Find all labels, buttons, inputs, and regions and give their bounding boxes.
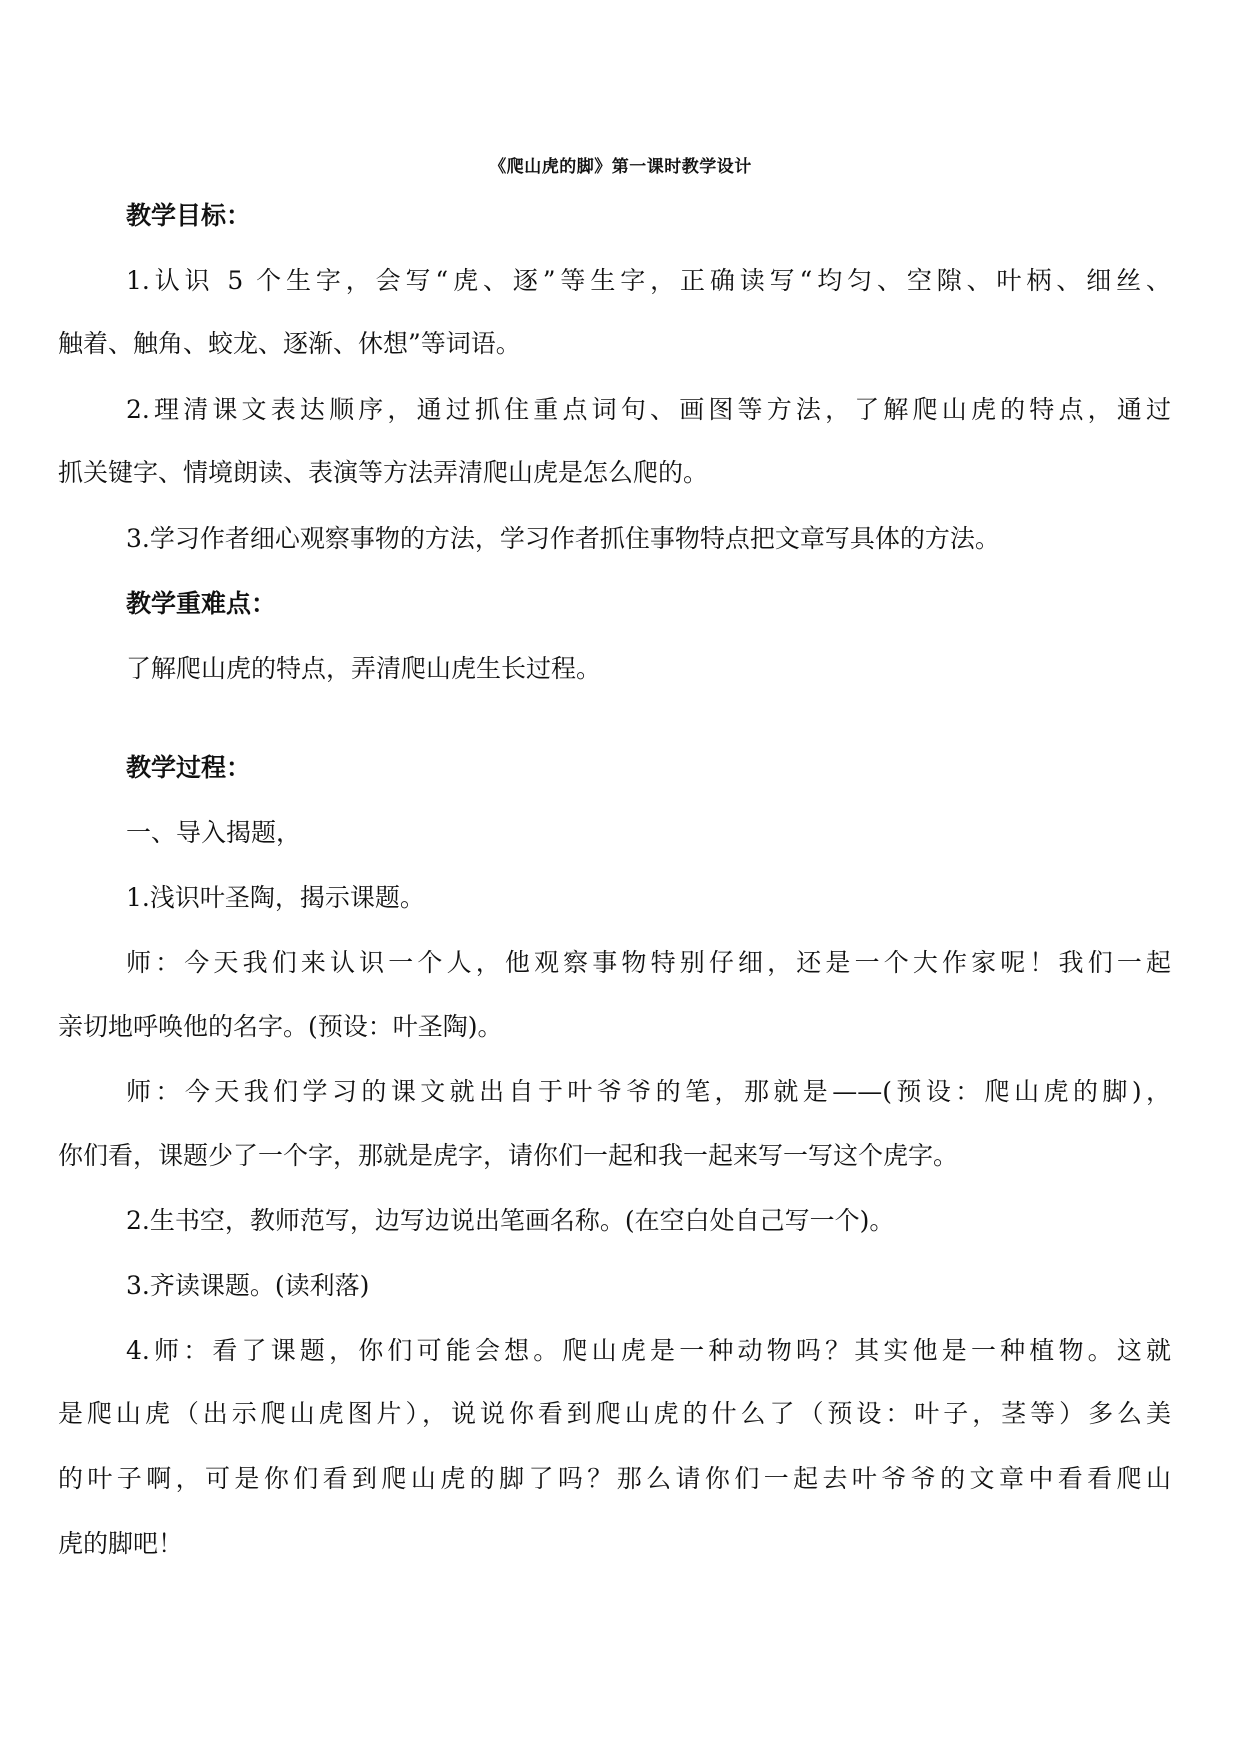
goal-2-line-2: 抓关键字、情境朗读、表演等方法弄清爬山虎是怎么爬的。: [58, 458, 709, 487]
teacher-1-line-1: 师：今天我们来认识一个人，他观察事物特别仔细，还是一个大作家呢！我们一起: [126, 948, 1171, 977]
teacher-2-line-1: 师：今天我们学习的课文就出自于叶爷爷的笔，那就是——(预设：爬山虎的脚)，: [126, 1077, 1171, 1106]
step-2: 2.生书空，教师范写，边写边说出笔画名称。(在空白处自己写一个)。: [126, 1206, 895, 1235]
step-1: 1.浅识叶圣陶，揭示课题。: [126, 883, 425, 912]
document-title: 《爬山虎的脚》第一课时教学设计: [489, 157, 752, 177]
step-4-line-4: 虎的脚吧！: [58, 1529, 184, 1558]
goals-heading: 教学目标：: [126, 201, 252, 230]
step-4-line-3: 的叶子啊，可是你们看到爬山虎的脚了吗？那么请你们一起去叶爷爷的文章中看看爬山: [58, 1464, 1171, 1493]
key-points-heading: 教学重难点：: [126, 589, 277, 618]
process-heading: 教学过程：: [126, 753, 252, 782]
goal-1-line-2: 触着、触角、蛟龙、逐渐、休想”等词语。: [58, 329, 521, 358]
goal-1-line-1: 1.认识 5 个生字，会写“虎、逐”等生字，正确读写“均匀、空隙、叶柄、细丝、: [126, 266, 1171, 295]
section-1-heading: 一、导入揭题，: [126, 818, 302, 847]
goal-2-line-1: 2.理清课文表达顺序，通过抓住重点词句、画图等方法，了解爬山虎的特点，通过: [126, 395, 1171, 424]
step-3: 3.齐读课题。(读利落): [126, 1271, 370, 1300]
step-4-line-2: 是爬山虎（出示爬山虎图片），说说你看到爬山虎的什么了（预设：叶子，茎等）多么美: [58, 1399, 1171, 1428]
goal-3: 3.学习作者细心观察事物的方法，学习作者抓住事物特点把文章写具体的方法。: [126, 524, 1000, 553]
teacher-2-line-2: 你们看，课题少了一个字，那就是虎字，请你们一起和我一起来写一写这个虎字。: [58, 1141, 959, 1170]
step-4-line-1: 4.师：看了课题，你们可能会想。爬山虎是一种动物吗？其实他是一种植物。这就: [126, 1336, 1171, 1365]
key-points-text: 了解爬山虎的特点，弄清爬山虎生长过程。: [126, 654, 602, 683]
teacher-1-line-2: 亲切地呼唤他的名字。(预设：叶圣陶)。: [58, 1012, 503, 1041]
